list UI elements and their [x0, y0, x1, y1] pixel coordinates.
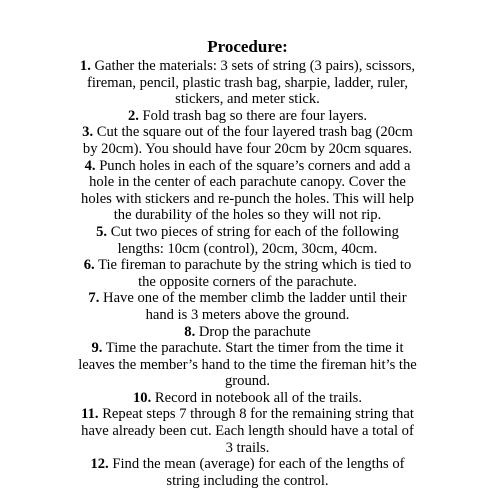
step-number: 5. [96, 223, 108, 240]
step-text: Repeat steps 7 through 8 for the remaining string that [102, 406, 414, 423]
procedure-step [0, 257, 495, 290]
step-line [0, 207, 495, 224]
step-line [0, 357, 495, 374]
step-line [0, 141, 495, 158]
step-text: 3 trails. [225, 439, 270, 456]
procedure-step-list [0, 58, 495, 489]
procedure-title: Procedure: [207, 37, 288, 56]
step-line [0, 257, 495, 274]
step-line [0, 274, 495, 291]
step-text: Drop the parachute [198, 323, 311, 340]
step-line [0, 340, 495, 357]
step-text: lengths: 10cm (control), 20cm, 30cm, 40cm. [117, 240, 378, 257]
procedure-step [0, 290, 495, 323]
step-line [0, 440, 495, 457]
step-text: Find the mean (average) for each of the lengths of [112, 456, 405, 473]
step-line [0, 158, 495, 175]
procedure-step [0, 58, 495, 108]
step-text: Cut two pieces of string for each of the following [110, 223, 399, 240]
step-line [0, 241, 495, 258]
step-line [0, 373, 495, 390]
step-text: leaves the member’s hand to the time the fireman hit’s the [78, 356, 417, 373]
procedure-step [0, 324, 495, 341]
step-line [0, 324, 495, 341]
step-line [0, 406, 495, 423]
step-text: Fold trash bag so there are four layers. [142, 107, 368, 124]
step-text: hole in the center of each parachute canopy. Cover the [89, 174, 406, 191]
step-line [0, 423, 495, 440]
step-number: 2. [127, 107, 139, 124]
step-text: fireman, pencil, plastic trash bag, sharpie, ladder, ruler, [87, 74, 408, 91]
procedure-step [0, 224, 495, 257]
step-number: 9. [91, 340, 103, 357]
step-text: the durability of the holes so they will not rip. [113, 207, 382, 224]
step-line [0, 390, 495, 407]
step-text: string including the control. [166, 472, 329, 489]
step-text: holes with stickers and re-punch the holes. This will help [81, 190, 414, 207]
step-line [0, 473, 495, 490]
procedure-step [0, 406, 495, 456]
procedure-step [0, 124, 495, 157]
step-text: the opposite corners of the parachute. [138, 273, 357, 290]
step-text: have already been cut. Each length should have a total of [81, 423, 414, 440]
step-text: ground. [225, 373, 270, 390]
step-text: Punch holes in each of the square’s corners and add a [99, 157, 411, 174]
step-number: 4. [84, 157, 96, 174]
step-text: hand is 3 meters above the ground. [145, 306, 350, 323]
procedure-step [0, 390, 495, 407]
step-number: 10. [132, 389, 152, 406]
procedure-step [0, 456, 495, 489]
step-number: 8. [184, 323, 196, 340]
procedure-step [0, 340, 495, 390]
step-line [0, 191, 495, 208]
step-text: Time the parachute. Start the timer from the time it [105, 340, 404, 357]
step-line [0, 224, 495, 241]
step-text: Tie fireman to parachute by the string which is tied to [98, 257, 412, 274]
procedure-step [0, 108, 495, 125]
step-number: 1. [79, 58, 91, 74]
step-number: 7. [88, 290, 100, 307]
step-line [0, 75, 495, 92]
step-number: 6. [83, 257, 95, 274]
step-number: 11. [81, 406, 99, 423]
step-text: Have one of the member climb the ladder until their [103, 290, 407, 307]
step-number: 12. [90, 456, 109, 473]
step-line [0, 456, 495, 473]
step-text: by 20cm). You should have four 20cm by 20cm squares. [82, 140, 413, 157]
step-text: stickers, and meter stick. [175, 91, 320, 108]
step-line [0, 58, 495, 75]
step-text: Gather the materials: 3 sets of string (3 pairs), scissors, [94, 58, 416, 74]
step-line [0, 307, 495, 324]
step-line [0, 124, 495, 141]
procedure-step [0, 158, 495, 224]
step-line [0, 108, 495, 125]
step-line [0, 290, 495, 307]
step-text: Cut the square out of the four layered trash bag (20cm [96, 124, 413, 141]
step-line [0, 174, 495, 191]
step-number: 3. [82, 124, 94, 141]
procedure-document [0, 37, 495, 489]
step-line [0, 91, 495, 108]
step-text: Record in notebook all of the trails. [154, 389, 362, 406]
